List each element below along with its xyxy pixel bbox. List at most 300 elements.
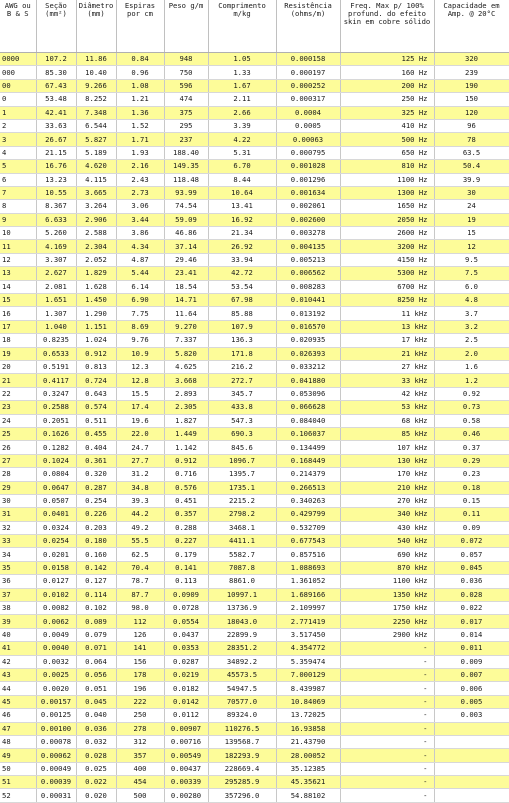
table-cell: 150	[434, 93, 509, 106]
table-cell: 0.84	[116, 53, 164, 66]
table-cell: 120	[434, 106, 509, 119]
table-cell: 320	[434, 53, 509, 66]
table-row	[0, 200, 509, 213]
table-cell: 1.290	[76, 307, 116, 320]
table-cell: 7087.8	[208, 561, 276, 574]
table-row	[0, 735, 509, 748]
table-cell: 5.260	[36, 227, 76, 240]
table-cell: 126	[116, 628, 164, 641]
table-cell: 0.057	[434, 548, 509, 561]
table-row	[0, 749, 509, 762]
table-cell: 0.089	[76, 615, 116, 628]
table-cell: 18.54	[164, 280, 208, 293]
table-cell: 0.0909	[164, 588, 208, 601]
table-cell: 0.0507	[36, 494, 76, 507]
table-cell: 39.9	[434, 173, 509, 186]
table-cell: 0.0062	[36, 615, 76, 628]
table-row	[0, 789, 509, 802]
table-row	[0, 240, 509, 253]
table-cell: 10.84069	[276, 695, 340, 708]
table-cell: 22.0	[116, 427, 164, 440]
table-cell: 0.532709	[276, 521, 340, 534]
table-cell: 78	[434, 133, 509, 146]
table-cell: 37.14	[164, 240, 208, 253]
table-cell	[434, 776, 509, 789]
table-cell: 0.0182	[164, 682, 208, 695]
table-cell: 3200 Hz	[340, 240, 434, 253]
table-cell: 11	[0, 240, 36, 253]
table-cell: 85 kHz	[340, 427, 434, 440]
table-cell: 0.0158	[36, 561, 76, 574]
table-cell: 1.829	[76, 267, 116, 280]
table-cell: 0.00039	[36, 776, 76, 789]
table-cell: 4.625	[164, 360, 208, 373]
table-cell: 13.72025	[276, 709, 340, 722]
table-row	[0, 173, 509, 186]
table-cell: 98.0	[116, 602, 164, 615]
header-comprimento: Comprimento m/kg	[208, 0, 276, 53]
table-cell: 810 Hz	[340, 160, 434, 173]
table-cell: 24.7	[116, 441, 164, 454]
table-cell: 51	[0, 776, 36, 789]
table-cell: 222	[116, 695, 164, 708]
table-cell: 34.8	[116, 481, 164, 494]
table-cell: 107.9	[208, 320, 276, 333]
table-cell: 0.020	[76, 789, 116, 802]
table-row	[0, 387, 509, 400]
table-cell: 10.55	[36, 186, 76, 199]
table-cell: 250 Hz	[340, 93, 434, 106]
table-cell: 0.0647	[36, 481, 76, 494]
table-cell: 0.00339	[164, 776, 208, 789]
table-cell: 11.64	[164, 307, 208, 320]
table-cell: 2.73	[116, 186, 164, 199]
table-cell: 7.5	[434, 267, 509, 280]
table-cell	[434, 789, 509, 802]
table-cell: 107 kHz	[340, 441, 434, 454]
table-cell: 107.2	[36, 53, 76, 66]
table-cell: 2.052	[76, 253, 116, 266]
table-cell: 160 Hz	[340, 66, 434, 79]
table-cell: -	[340, 655, 434, 668]
table-cell: 70577.0	[208, 695, 276, 708]
table-cell: 50.4	[434, 160, 509, 173]
table-cell: 29.46	[164, 253, 208, 266]
table-cell: 1100 Hz	[340, 173, 434, 186]
table-cell: 0.0025	[36, 668, 76, 681]
table-cell: 0.056	[76, 668, 116, 681]
table-cell: 139568.7	[208, 735, 276, 748]
table-cell: 0.007	[434, 668, 509, 681]
table-cell: 0.009	[434, 655, 509, 668]
table-cell: 0.008283	[276, 280, 340, 293]
table-cell: 0.226	[76, 508, 116, 521]
table-cell: 96	[434, 119, 509, 132]
table-cell: 182293.9	[208, 749, 276, 762]
table-cell: 0.127	[76, 575, 116, 588]
table-cell: 0.203	[76, 521, 116, 534]
table-cell: -	[340, 776, 434, 789]
table-row	[0, 615, 509, 628]
table-row	[0, 494, 509, 507]
table-cell: 196	[116, 682, 164, 695]
table-cell: 357	[116, 749, 164, 762]
table-cell: 39	[0, 615, 36, 628]
table-cell: -	[340, 722, 434, 735]
table-cell: 0.11	[434, 508, 509, 521]
table-cell: 74.54	[164, 200, 208, 213]
table-cell: 0.064	[76, 655, 116, 668]
table-cell: 0.00437	[164, 762, 208, 775]
table-cell: 36	[0, 575, 36, 588]
table-cell: 5.44	[116, 267, 164, 280]
table-cell: 1.67	[208, 79, 276, 92]
table-cell: 0.0254	[36, 535, 76, 548]
table-cell: 2.627	[36, 267, 76, 280]
table-cell: 0.036	[434, 575, 509, 588]
table-cell: 39.3	[116, 494, 164, 507]
table-cell: 93.99	[164, 186, 208, 199]
table-cell: 89324.0	[208, 709, 276, 722]
table-cell: 0.084040	[276, 414, 340, 427]
table-cell: 0.0324	[36, 521, 76, 534]
table-cell: 0.1282	[36, 441, 76, 454]
table-cell: 0.3247	[36, 387, 76, 400]
table-cell: 0.451	[164, 494, 208, 507]
table-cell: 7.348	[76, 106, 116, 119]
table-cell: 3.665	[76, 186, 116, 199]
table-row	[0, 682, 509, 695]
table-cell: 4150 Hz	[340, 253, 434, 266]
table-cell: 14	[0, 280, 36, 293]
table-cell: 54.88102	[276, 789, 340, 802]
table-cell: 35	[0, 561, 36, 574]
table-cell: 0.677543	[276, 535, 340, 548]
table-row	[0, 642, 509, 655]
table-cell: 0.071	[76, 642, 116, 655]
table-cell: 34	[0, 548, 36, 561]
table-cell: 141	[116, 642, 164, 655]
table-cell: 32	[0, 521, 36, 534]
table-cell: 7.337	[164, 334, 208, 347]
header-resistencia: Resistência (ohms/m)	[276, 0, 340, 53]
table-cell: 33.63	[36, 119, 76, 132]
table-cell: 0.006	[434, 682, 509, 695]
table-cell: 845.6	[208, 441, 276, 454]
table-cell: 0.716	[164, 468, 208, 481]
table-cell: 156	[116, 655, 164, 668]
table-cell: -	[340, 695, 434, 708]
table-cell: 0.912	[164, 454, 208, 467]
table-cell: 0.040	[76, 709, 116, 722]
table-cell: 4.34	[116, 240, 164, 253]
table-cell: 0.2588	[36, 401, 76, 414]
table-cell: 1.628	[76, 280, 116, 293]
table-cell: 1.040	[36, 320, 76, 333]
table-cell: 29	[0, 481, 36, 494]
table-cell: 1.449	[164, 427, 208, 440]
table-row	[0, 535, 509, 548]
table-cell: 0.134499	[276, 441, 340, 454]
table-row	[0, 307, 509, 320]
table-cell: 0.266513	[276, 481, 340, 494]
table-row	[0, 575, 509, 588]
table-cell	[434, 735, 509, 748]
table-cell: 62.5	[116, 548, 164, 561]
table-cell: 6	[0, 173, 36, 186]
table-cell: 30	[0, 494, 36, 507]
table-row	[0, 468, 509, 481]
table-cell: 8.252	[76, 93, 116, 106]
table-cell: 0.1626	[36, 427, 76, 440]
table-cell: 4	[0, 146, 36, 159]
table-cell: 18043.0	[208, 615, 276, 628]
table-cell: 9.266	[76, 79, 116, 92]
table-cell: 0.0004	[276, 106, 340, 119]
table-cell: 0.404	[76, 441, 116, 454]
table-cell: 0.00049	[36, 762, 76, 775]
table-cell: 0.011	[434, 642, 509, 655]
table-cell: 1.71	[116, 133, 164, 146]
table-cell: 44.2	[116, 508, 164, 521]
table-cell: 33	[0, 535, 36, 548]
table-cell: 0.000317	[276, 93, 340, 106]
table-cell: 0.036	[76, 722, 116, 735]
table-row	[0, 334, 509, 347]
table-cell: 9.5	[434, 253, 509, 266]
table-cell: 0.8235	[36, 334, 76, 347]
table-cell: 0.051	[76, 682, 116, 695]
table-cell: 13736.9	[208, 602, 276, 615]
header-awg: AWG ou B & S	[0, 0, 36, 53]
table-cell: 8	[0, 200, 36, 213]
table-cell: 2	[0, 119, 36, 132]
table-cell: 2215.2	[208, 494, 276, 507]
table-cell: 0.033212	[276, 360, 340, 373]
table-cell: 0.142	[76, 561, 116, 574]
table-cell: 2250 kHz	[340, 615, 434, 628]
table-cell: 12.8	[116, 374, 164, 387]
table-cell: 0.00280	[164, 789, 208, 802]
table-cell: 1.689166	[276, 588, 340, 601]
table-cell: 16.76	[36, 160, 76, 173]
table-cell: 7.000129	[276, 668, 340, 681]
table-cell: 0.00907	[164, 722, 208, 735]
table-cell: 295285.9	[208, 776, 276, 789]
table-cell: 340 kHz	[340, 508, 434, 521]
header-peso: Peso g/m	[164, 0, 208, 53]
table-cell: 0.340263	[276, 494, 340, 507]
table-cell: 11.86	[76, 53, 116, 66]
table-cell: 0.18	[434, 481, 509, 494]
table-cell: 0.026393	[276, 347, 340, 360]
table-cell: 0.0005	[276, 119, 340, 132]
table-cell: 433.8	[208, 401, 276, 414]
table-cell: 20	[0, 360, 36, 373]
table-cell: 85.88	[208, 307, 276, 320]
table-cell: 2.66	[208, 106, 276, 119]
table-cell: 21.15	[36, 146, 76, 159]
table-cell: 0.0049	[36, 628, 76, 641]
table-row	[0, 253, 509, 266]
table-cell: 42	[0, 655, 36, 668]
table-cell: 948	[164, 53, 208, 66]
table-cell: 0.0401	[36, 508, 76, 521]
table-cell: 0.014	[434, 628, 509, 641]
table-cell: 0.002061	[276, 200, 340, 213]
table-cell: 2900 kHz	[340, 628, 434, 641]
table-cell: 500 Hz	[340, 133, 434, 146]
table-cell: 9	[0, 213, 36, 226]
table-cell: 0.46	[434, 427, 509, 440]
table-cell: -	[340, 682, 434, 695]
table-cell: 0000	[0, 53, 36, 66]
table-cell: 430 kHz	[340, 521, 434, 534]
table-cell: 474	[164, 93, 208, 106]
table-cell: 0.576	[164, 481, 208, 494]
table-cell: 87.7	[116, 588, 164, 601]
table-cell: 0.028	[434, 588, 509, 601]
table-cell: 0.053096	[276, 387, 340, 400]
table-cell: 1.151	[76, 320, 116, 333]
table-cell: 3.264	[76, 200, 116, 213]
table-cell: 112	[116, 615, 164, 628]
table-cell: 0.005213	[276, 253, 340, 266]
table-cell: 63.5	[434, 146, 509, 159]
table-cell: 345.7	[208, 387, 276, 400]
table-cell: 3468.1	[208, 521, 276, 534]
table-row	[0, 427, 509, 440]
header-secao: Seção (mm²)	[36, 0, 76, 53]
table-cell: 0.106037	[276, 427, 340, 440]
table-cell: 1.2	[434, 374, 509, 387]
table-row	[0, 267, 509, 280]
table-cell: 38	[0, 602, 36, 615]
table-cell: 1.307	[36, 307, 76, 320]
table-cell: 216.2	[208, 360, 276, 373]
table-cell: 210 kHz	[340, 481, 434, 494]
table-cell: 49	[0, 749, 36, 762]
table-cell: 596	[164, 79, 208, 92]
table-cell: 0.001634	[276, 186, 340, 199]
table-cell: 690 kHz	[340, 548, 434, 561]
table-cell: 0.574	[76, 401, 116, 414]
table-cell: 0.0437	[164, 628, 208, 641]
table-cell: 33.94	[208, 253, 276, 266]
table-cell: 272.7	[208, 374, 276, 387]
table-row	[0, 695, 509, 708]
table-cell: 25	[0, 427, 36, 440]
table-cell: 11 kHz	[340, 307, 434, 320]
table-cell: 0.0127	[36, 575, 76, 588]
table-cell: 0.0219	[164, 668, 208, 681]
table-cell: -	[340, 642, 434, 655]
table-cell: 239	[434, 66, 509, 79]
table-cell: 10.64	[208, 186, 276, 199]
table-cell: 21.34	[208, 227, 276, 240]
table-cell: 0.00062	[36, 749, 76, 762]
table-cell: 149.35	[164, 160, 208, 173]
table-cell: 312	[116, 735, 164, 748]
table-cell: 0.4117	[36, 374, 76, 387]
table-cell: 18	[0, 334, 36, 347]
table-cell: 270 kHz	[340, 494, 434, 507]
table-cell: 47	[0, 722, 36, 735]
table-cell: 0.022	[76, 776, 116, 789]
table-row	[0, 93, 509, 106]
table-cell: 1.05	[208, 53, 276, 66]
table-row	[0, 320, 509, 333]
table-cell: 188.40	[164, 146, 208, 159]
table-row	[0, 481, 509, 494]
table-cell: 0.227	[164, 535, 208, 548]
table-cell: 10	[0, 227, 36, 240]
table-cell: 250	[116, 709, 164, 722]
table-row	[0, 508, 509, 521]
table-cell: 40	[0, 628, 36, 641]
table-cell: 0.066628	[276, 401, 340, 414]
table-cell: 0.000197	[276, 66, 340, 79]
table-cell: 870 kHz	[340, 561, 434, 574]
table-cell: 118.48	[164, 173, 208, 186]
table-row	[0, 119, 509, 132]
table-cell: 0.00100	[36, 722, 76, 735]
table-cell: 8.439987	[276, 682, 340, 695]
table-cell: 0.511	[76, 414, 116, 427]
table-cell: 19	[0, 347, 36, 360]
table-cell: 0.160	[76, 548, 116, 561]
table-row	[0, 146, 509, 159]
table-cell: 6.70	[208, 160, 276, 173]
table-cell: 15.5	[116, 387, 164, 400]
table-cell: 0.5191	[36, 360, 76, 373]
table-cell: 16.92	[208, 213, 276, 226]
table-cell: 12	[434, 240, 509, 253]
table-cell: 0.287	[76, 481, 116, 494]
table-cell: 19	[434, 213, 509, 226]
table-cell: 0.09	[434, 521, 509, 534]
table-cell: 70.4	[116, 561, 164, 574]
table-cell: 0.724	[76, 374, 116, 387]
table-cell: 0.0728	[164, 602, 208, 615]
table-row	[0, 602, 509, 615]
table-cell: 375	[164, 106, 208, 119]
table-cell: 67.43	[36, 79, 76, 92]
table-cell: 21	[0, 374, 36, 387]
table-cell: 27.7	[116, 454, 164, 467]
table-row	[0, 521, 509, 534]
table-cell: 52	[0, 789, 36, 802]
table-cell: 0.912	[76, 347, 116, 360]
table-row	[0, 628, 509, 641]
table-row	[0, 213, 509, 226]
table-cell: 23	[0, 401, 36, 414]
table-cell: 43	[0, 668, 36, 681]
table-cell: 2.16	[116, 160, 164, 173]
table-cell: 21.43790	[276, 735, 340, 748]
header-freq-max: Freq. Max p/ 100% profund. do efeito skin em cobre sólido	[340, 0, 434, 53]
table-cell: 1735.1	[208, 481, 276, 494]
table-cell: 0.013192	[276, 307, 340, 320]
table-row	[0, 160, 509, 173]
table-cell: -	[340, 735, 434, 748]
table-cell: 1.33	[208, 66, 276, 79]
header-espiras: Espiras por cm	[116, 0, 164, 53]
table-cell: 0.455	[76, 427, 116, 440]
table-cell: 16	[0, 307, 36, 320]
table-cell: 3	[0, 133, 36, 146]
table-cell: 0.006562	[276, 267, 340, 280]
